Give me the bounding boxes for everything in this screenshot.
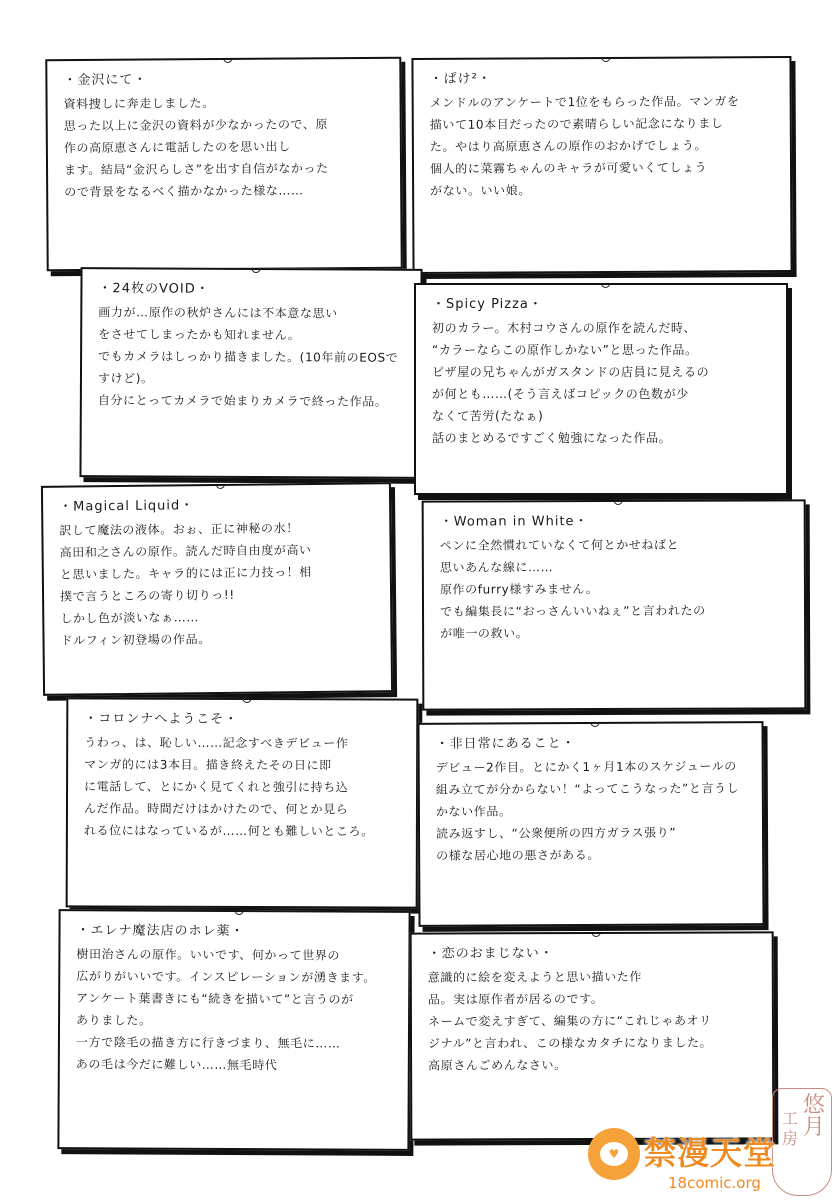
card-title: ・非日常にあること・: [435, 736, 576, 752]
card-line: をさせてしまったかも知れません。: [98, 327, 301, 343]
site-watermark: [588, 1126, 793, 1196]
card-kanazawa: [45, 57, 402, 271]
pin-icon: [601, 283, 610, 288]
card-line: 作の高原恵さんに電話したのを思い出し: [63, 139, 291, 156]
pin-icon: [242, 697, 251, 703]
pin-icon: [590, 721, 599, 727]
seal-text-main: 悠月: [803, 1093, 826, 1140]
card-line: 自分にとってカメラで始まりカメラで終った作品。: [97, 393, 388, 409]
pin-icon: [216, 482, 225, 489]
card-line: 思いあんな線に……: [439, 560, 554, 575]
card-line: しかし色が淡いなぁ……: [60, 610, 199, 626]
card-line: 訳して魔法の液体。おぉ、正に神秘の水！: [59, 521, 299, 538]
card-line: と思いました。キャラ的には正に力技っ！相: [59, 565, 312, 582]
card-line: かない作品。: [435, 804, 512, 819]
card-magical-liquid: [41, 482, 393, 696]
card-title: ・Spicy Pizza・: [432, 297, 543, 312]
card-line: が何とも……(そう言えばコピックの色数が少: [432, 387, 689, 401]
card-line: なくて苦労(たなぁ): [432, 409, 544, 423]
seal-text-sub: 工房: [781, 1109, 798, 1148]
card-line: がない。いい娘。: [430, 183, 531, 198]
watermark-title: 禁漫天堂: [644, 1134, 777, 1172]
card-line: ペンに全然慣れていなくて何とかせねばと: [439, 537, 680, 553]
card-line: れる位にはなっているが……何とも難しいところ。: [83, 823, 374, 839]
card-line: 個人的に菜霧ちゃんのキャラが可愛いくてしょう: [429, 160, 708, 176]
pin-icon: [601, 56, 610, 62]
card-line: デビュー2作目。とにかく1ヶ月1本のスケジュールの: [435, 759, 737, 775]
card-koi-no-omajinai: [410, 931, 775, 1140]
card-line: 意識的に絵を変えようと思い描いた作: [427, 969, 643, 985]
card-line: 高田和之さんの原作。読んだ時自由度が高い: [59, 543, 312, 560]
card-line: 描いて10本目だったので素晴らしい記念になりまし: [429, 116, 724, 132]
pin-icon: [614, 499, 623, 505]
card-title: ・エレナ魔法店のホレ薬・: [76, 923, 245, 940]
card-line: メンドルのアンケートで1位をもらった作品。マンガを: [429, 94, 740, 110]
card-title: ・コロンナへようこそ・: [84, 711, 239, 727]
card-pake: [411, 56, 792, 274]
card-line: “カラーならこの原作しかない”と思った作品。: [432, 343, 698, 357]
card-line: に電話して、とにかく見てくれと強引に持ち込: [84, 779, 349, 795]
card-title: ・ぱけ²・: [429, 71, 492, 87]
card-line: 高原さんごめんなさい。: [428, 1058, 567, 1073]
card-line: ので背景をなるべく描かなかった様な……: [64, 183, 304, 200]
card-line: すけど)。: [97, 371, 154, 386]
card-line: ます。結局“金沢らしさ”を出す自信がなかった: [63, 161, 329, 178]
card-line: ジナル”と言われ、この様なカタチになりました。: [428, 1035, 713, 1051]
card-line: でもカメラはしっかり描きました。(10年前のEOSで: [98, 349, 399, 365]
card-line: 原作のfurry様すみません。: [439, 582, 599, 597]
card-line: うわっ、は、恥しい……記念すべきデビュー作: [84, 735, 349, 751]
card-title: ・恋のおまじない・: [427, 946, 554, 962]
pin-icon: [592, 931, 601, 937]
pin-icon: [235, 909, 244, 915]
watermark-url: 18comic.org: [668, 1174, 761, 1192]
card-title: ・金沢にて・: [63, 72, 148, 89]
card-line: 読み返すし、“公衆便所の四方ガラス張り”: [436, 825, 677, 841]
card-line: 話のまとめるですごく勉強になった作品。: [432, 431, 672, 445]
card-line: 撲で言うところの寄り切りっ!!: [59, 587, 235, 604]
card-24-void: [79, 267, 422, 479]
card-colonna: [66, 697, 419, 908]
card-line: 初のカラー。木村コウさんの原作を読んだ時、: [432, 321, 697, 335]
card-line: マンガ的には3本目。描き終えたその日に即: [84, 757, 332, 773]
card-title: ・24枚のVOID・: [98, 281, 210, 297]
card-title: ・Magical Liquid・: [59, 498, 195, 515]
card-elena: [57, 909, 410, 1151]
card-line: あの毛は今だに難しい……無毛時代: [75, 1057, 278, 1073]
card-line: 画力が…原作の秋炉さんには不本意な思い: [98, 305, 338, 321]
card-line: 思った以上に金沢の資料が少なかったので、原: [63, 117, 329, 134]
card-hinichijou: [417, 721, 764, 927]
card-line: 一方で陰毛の描き方に行きづまり、無毛に……: [75, 1035, 341, 1051]
pin-icon: [223, 57, 232, 63]
card-line: ネームで変えすぎて、編集の方に“これじゃあオリ: [427, 1013, 712, 1029]
card-line: 広がりがいいです。インスピレーションが湧きます。: [76, 969, 376, 985]
cat-face-heart-icon: ♥: [588, 1128, 640, 1180]
card-line: 品。実は原作者が居るのです。: [427, 991, 604, 1007]
card-line: んだ作品。時間だけはかけたので、何とか見ら: [83, 801, 349, 817]
card-line: が唯一の救い。: [440, 626, 529, 641]
card-line: 資料捜しに奔走しました。: [63, 96, 215, 112]
card-spicy-pizza: [414, 283, 788, 495]
card-title: ・Woman in White・: [439, 514, 589, 530]
card-woman-in-white: [422, 499, 807, 710]
card-line: 樹田治さんの原作。いいです、何かって世界の: [76, 947, 341, 963]
card-line: 組み立てが分からない！“よってこうなった”と言うし: [435, 781, 740, 797]
card-line: た。やはり高原恵さんの原作のおかげでしょう。: [429, 138, 708, 154]
card-line: ありました。: [76, 1013, 152, 1028]
card-line: ピザ屋の兄ちゃんがガスタンドの店員に見えるの: [432, 365, 710, 379]
pin-icon: [252, 267, 261, 273]
card-line: ドルフィン初登場の作品。: [60, 632, 211, 648]
card-line: の様な居心地の悪さがある。: [436, 847, 601, 863]
card-line: アンケート葉書きにも“続きを描いて”と言うのが: [76, 991, 354, 1007]
card-line: でも編集長に“おっさんいいねぇ”と言われたの: [439, 603, 706, 619]
